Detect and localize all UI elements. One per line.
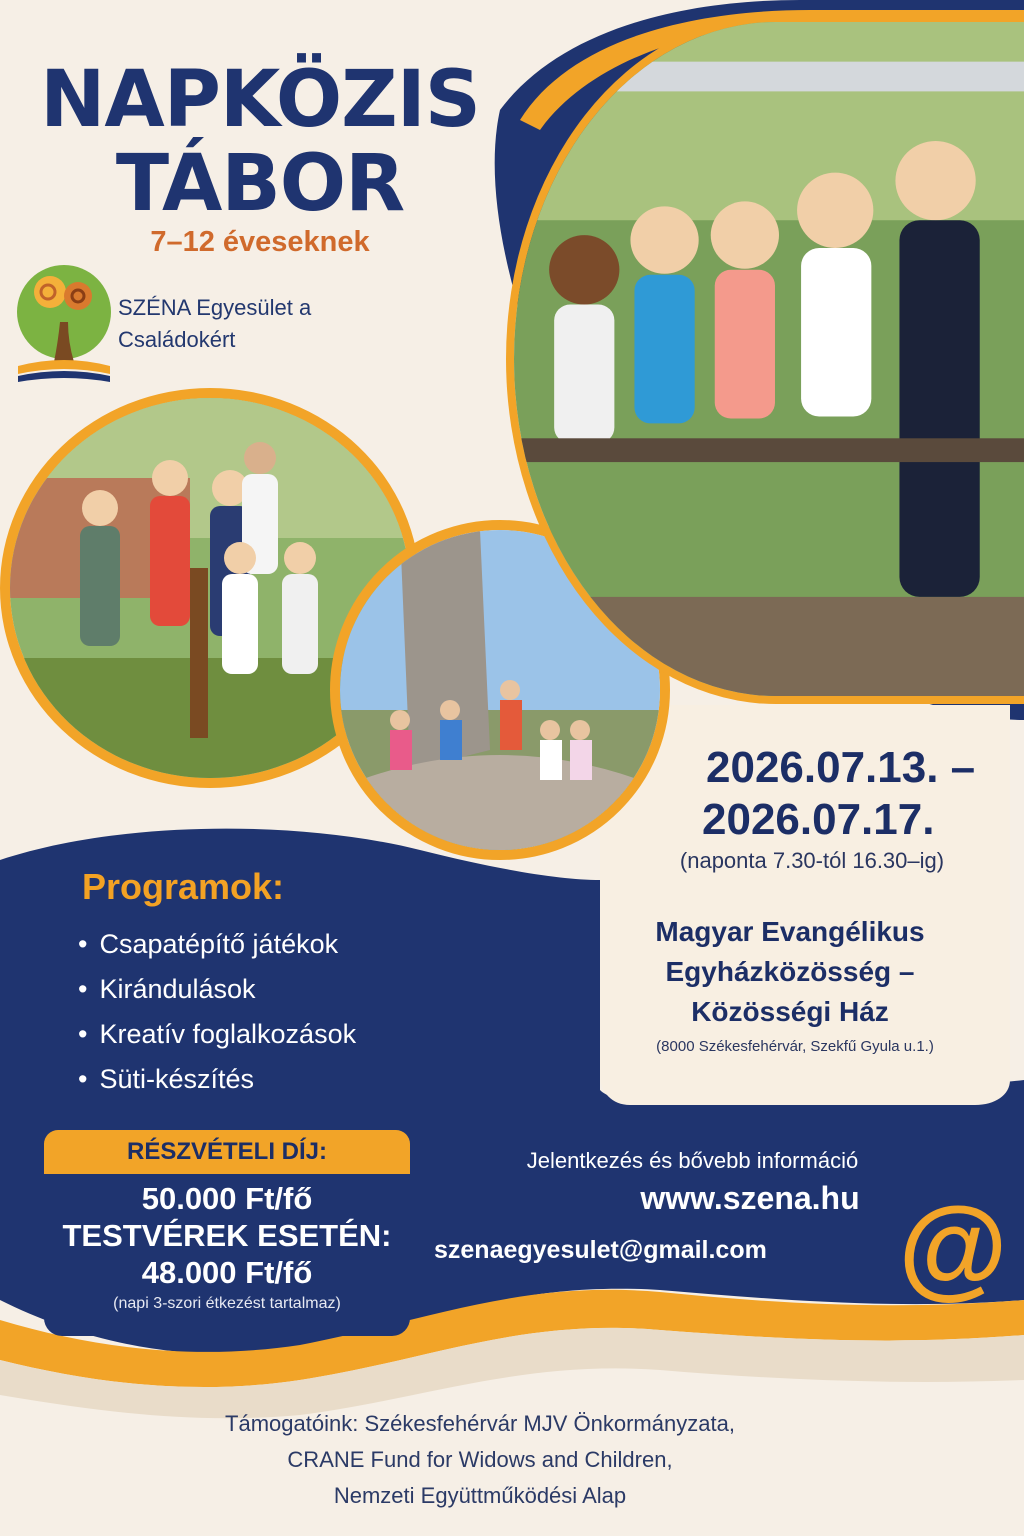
date-start: 2026.07.13. – bbox=[706, 743, 976, 792]
tree-logo-icon bbox=[14, 262, 114, 392]
venue-name bbox=[595, 912, 985, 1032]
date-end: 2026.07.17. bbox=[702, 795, 935, 844]
photo-girls-bench bbox=[506, 14, 1024, 704]
list-item: • Süti-készítés bbox=[78, 1057, 356, 1102]
sponsor-line-1: Támogatóink: Székesfehérvár MJV Önkormányzata, bbox=[225, 1411, 735, 1436]
fee-sibling-price: 48.000 Ft/fő bbox=[141, 1255, 313, 1290]
venue-line-2: Egyházközösség – bbox=[665, 956, 915, 987]
org-line-1: SZÉNA Egyesület a bbox=[118, 295, 312, 320]
venue-line-1: Magyar Evangélikus bbox=[655, 916, 925, 947]
fee-header: RÉSZVÉTELI DÍJ: bbox=[44, 1130, 410, 1174]
fee-note: (napi 3-szori étkezést tartalmaz) bbox=[113, 1295, 341, 1312]
email-link[interactable]: szenaegyesulet@gmail.com bbox=[434, 1236, 767, 1264]
title-line-2: TÁBOR bbox=[115, 139, 405, 229]
sponsors bbox=[60, 1406, 900, 1514]
camp-dates bbox=[640, 742, 1020, 846]
at-sign-icon: @ bbox=[898, 1184, 1008, 1309]
fee-siblings-label: TESTVÉREK ESETÉN: bbox=[62, 1218, 392, 1253]
age-group: 7–12 éveseknek bbox=[150, 226, 370, 258]
list-item: • Kirándulások bbox=[78, 967, 356, 1012]
contact-label: Jelentkezés és bővebb információ bbox=[526, 1148, 859, 1173]
daily-hours: (naponta 7.30-tól 16.30–ig) bbox=[679, 848, 945, 873]
title-line-1: NAPKÖZIS bbox=[40, 55, 480, 145]
org-line-2: Családokért bbox=[118, 327, 236, 352]
sponsor-line-3: Nemzeti Együttműködési Alap bbox=[333, 1483, 627, 1508]
organization-name bbox=[118, 292, 311, 356]
programs-list bbox=[78, 922, 356, 1102]
venue-line-3: Közösségi Ház bbox=[691, 996, 889, 1027]
website-link[interactable]: www.szena.hu bbox=[640, 1180, 860, 1216]
programs-title: Programok: bbox=[82, 866, 285, 907]
list-item: • Kreatív foglalkozások bbox=[78, 1012, 356, 1057]
sponsor-line-2: CRANE Fund for Widows and Children, bbox=[287, 1447, 673, 1472]
fee-box bbox=[44, 1174, 410, 1336]
list-item: • Csapatépítő játékok bbox=[78, 922, 356, 967]
venue-address: (8000 Székesfehérvár, Szekfű Gyula u.1.) bbox=[656, 1038, 934, 1055]
page-title bbox=[30, 55, 490, 229]
fee-price: 50.000 Ft/fő bbox=[141, 1181, 313, 1216]
